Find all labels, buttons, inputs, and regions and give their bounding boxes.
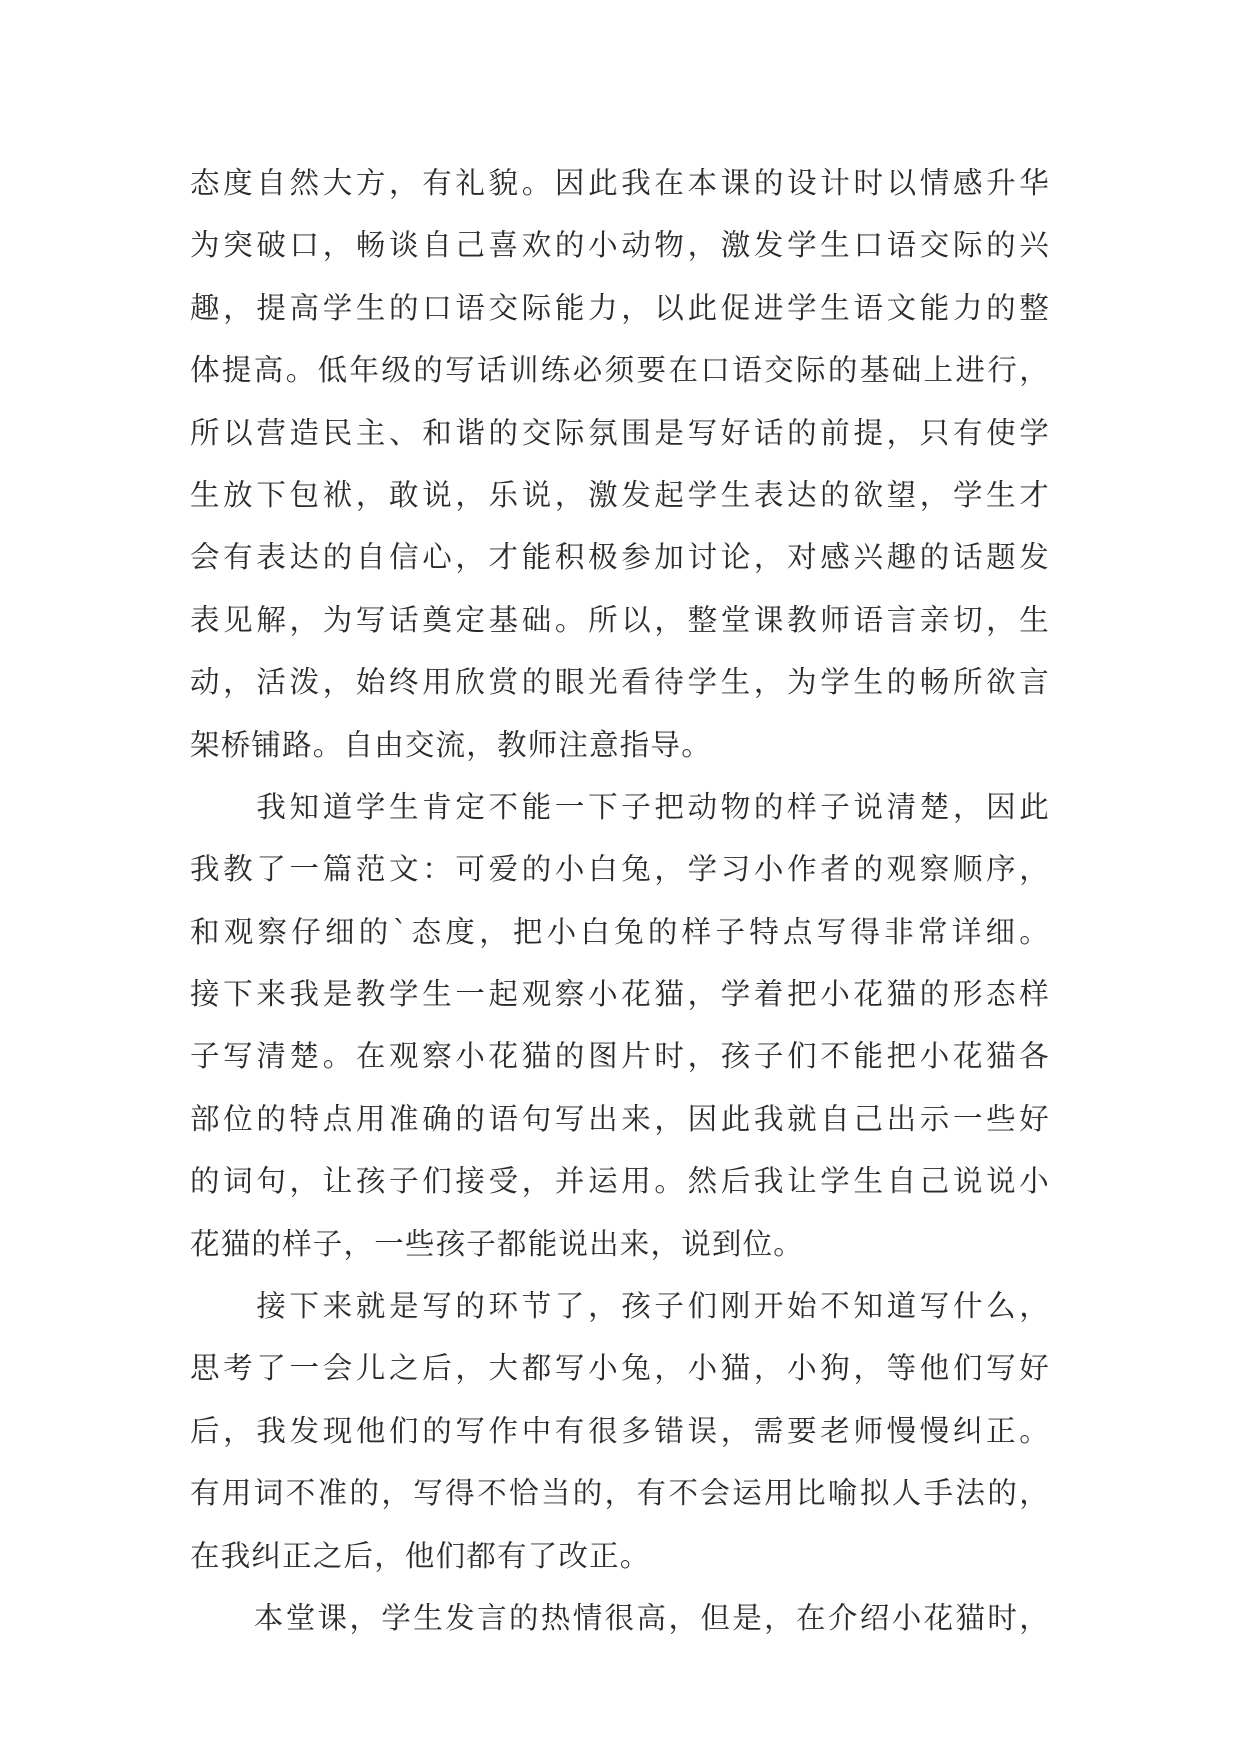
text-line: 态度自然大方，有礼貌。因此我在本课的设计时以情感升华 (190, 166, 1050, 200)
text-line: 和观察仔细的`态度，把小白兔的样子特点写得非常详细。 (190, 914, 1050, 949)
text-line: 后，我发现他们的写作中有很多错误，需要老师慢慢纠正。 (190, 1413, 1050, 1448)
text-line: 部位的特点用准确的语句写出来，因此我就自己出示一些好 (190, 1101, 1050, 1136)
text-line: 有用词不准的，写得不恰当的，有不会运用比喻拟人手法的， (190, 1476, 1050, 1511)
text-line: 接下来就是写的环节了，孩子们刚开始不知道写什么， (190, 1289, 1050, 1324)
text-line: 会有表达的自信心，才能积极参加讨论，对感兴趣的话题发 (190, 540, 1050, 575)
text-line: 趣，提高学生的口语交际能力，以此促进学生语文能力的整 (190, 290, 1050, 325)
text-line: 花猫的样子，一些孩子都能说出来，说到位。 (190, 1226, 805, 1261)
text-line: 体提高。低年级的写话训练必须要在口语交际的基础上进行， (190, 353, 1050, 388)
text-line: 架桥铺路。自由交流，教师注意指导。 (190, 727, 712, 762)
document-body-text (190, 152, 1050, 1649)
text-line: 子写清楚。在观察小花猫的图片时，孩子们不能把小花猫各 (190, 1039, 1050, 1074)
text-line: 所以营造民主、和谐的交际氛围是写好话的前提，只有使学 (190, 415, 1050, 450)
text-line: 的词句，让孩子们接受，并运用。然后我让学生自己说说小 (190, 1164, 1050, 1199)
text-line: 我教了一篇范文：可爱的小白兔，学习小作者的观察顺序， (190, 852, 1050, 887)
text-line: 本堂课，学生发言的热情很高，但是，在介绍小花猫时， (190, 1600, 1050, 1635)
text-line: 接下来我是教学生一起观察小花猫，学着把小花猫的形态样 (190, 977, 1050, 1012)
text-line: 动，活泼，始终用欣赏的眼光看待学生，为学生的畅所欲言 (190, 665, 1050, 700)
text-line: 我知道学生肯定不能一下子把动物的样子说清楚，因此 (190, 789, 1050, 824)
text-line: 为突破口，畅谈自己喜欢的小动物，激发学生口语交际的兴 (190, 228, 1050, 263)
text-line: 生放下包袱，敢说，乐说，激发起学生表达的欲望，学生才 (190, 477, 1050, 512)
text-line: 思考了一会儿之后，大都写小兔，小猫，小狗，等他们写好 (190, 1351, 1050, 1386)
text-line: 在我纠正之后，他们都有了改正。 (190, 1538, 651, 1573)
text-line: 表见解，为写话奠定基础。所以，整堂课教师语言亲切，生 (190, 602, 1050, 637)
